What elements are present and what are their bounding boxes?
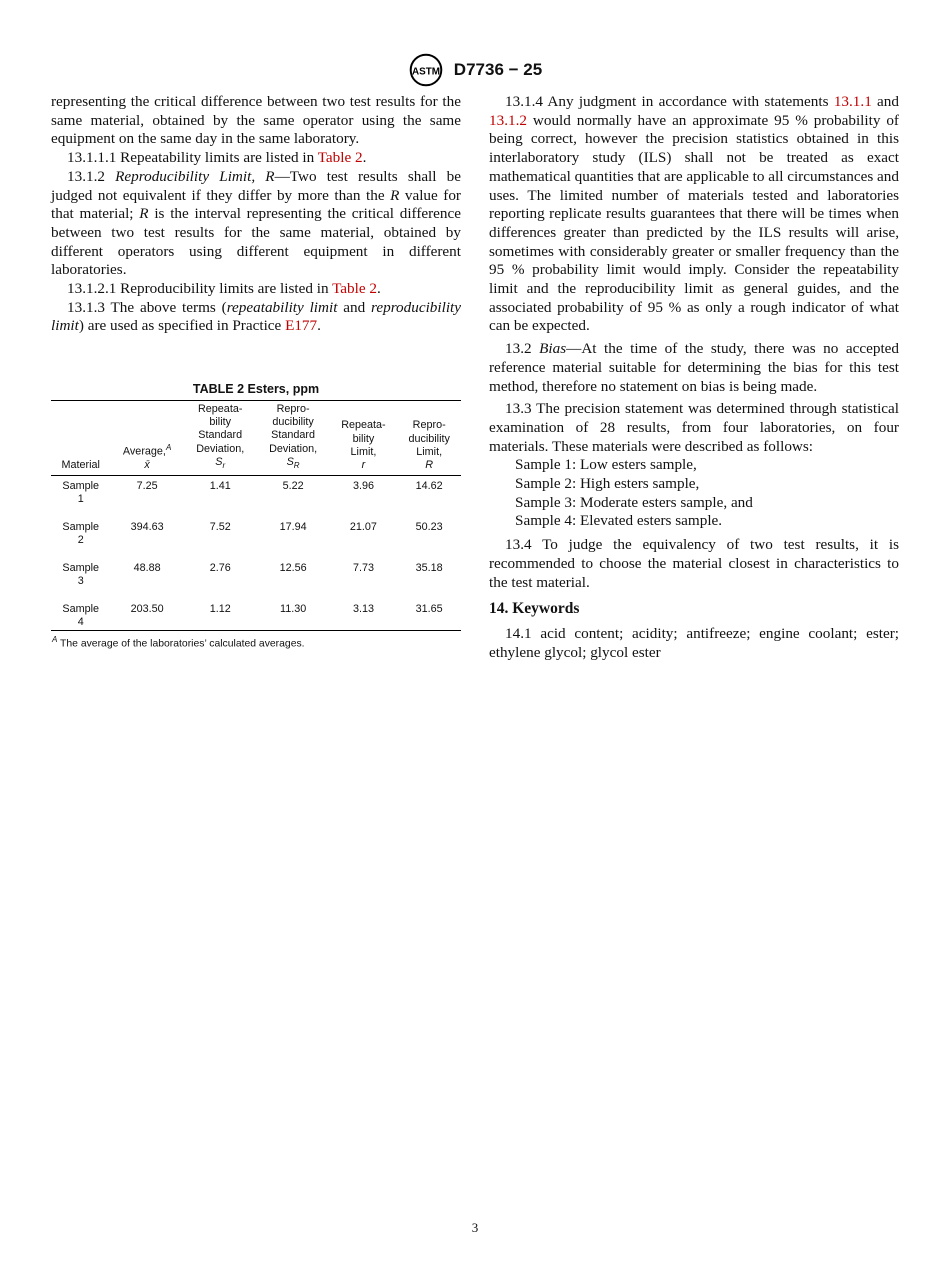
header-material: Material (61, 458, 100, 471)
cell-r: 21.07 (349, 521, 377, 534)
page-number: 3 (471, 1220, 479, 1235)
cell-sR: 5.22 (282, 480, 304, 493)
cell-material: Sample 3 (62, 562, 99, 588)
sample-item: Sample 3: Moderate esters sample, and (515, 493, 753, 511)
paragraph-13-2: 13.2 Bias—At the time of the study, there was no accepted reference material suitable for determining the bias for this test method, therefore no statement on bias is being made. (489, 340, 899, 395)
sample-item: Sample 2: High esters sample, (515, 475, 700, 493)
cell-r: 7.73 (352, 562, 374, 575)
cell-sR: 12.56 (279, 562, 307, 575)
table-2-link[interactable]: Table 2 (317, 149, 363, 167)
cell-material: Sample 2 (62, 521, 99, 547)
table-row (51, 558, 461, 599)
paragraph-13-1-2-1: 13.1.2.1 Reproducibility limits are listed in Table 2. (67, 280, 381, 298)
header-sr: Repeata- bility Standard Deviation, $S_r$ (196, 403, 245, 470)
cell-sr: 1.41 (209, 480, 231, 493)
cell-sr: 2.76 (209, 562, 231, 575)
document-id: D7736 − 25 (453, 60, 543, 79)
cell-r: 3.13 (352, 603, 374, 616)
paragraph-13-1-4: 13.1.4 Any judgment in accordance with statements 13.1.1 and 13.1.2 would normally have an approximate 95 % probability of being correct, however the precision statistics obtained in this interlaboratory study (ILS) shall not be treated as exact mathematical quantities that are applicable to all circumstances and uses. The limited number of materials tested and laboratories reporting replicate results guarantees that there will be times when differences greater than predicted by the ILS results will arise, sometimes with considerably greater or smaller frequency than the 95 % probability limit would imply. Consider the repeatability limit and the reproducibility limit as general guides, and the associated probability of 95 % as only a rough indicator of what can be expected. (489, 93, 899, 335)
paragraph-13-1-1-cont: representing the critical difference between two test results for the same material, obtained by the same operator using the same equipment on the same day in the same laboratory. (51, 93, 461, 148)
page-header (0, 52, 950, 88)
e177-link[interactable]: E177 (285, 317, 318, 335)
section-13-1-2-link[interactable]: 13.1.2 (489, 111, 527, 129)
esters-table (51, 400, 461, 631)
cell-R: 35.18 (415, 562, 443, 575)
cell-R: 14.62 (415, 480, 443, 493)
paragraph-13-3: 13.3 The precision statement was determined through statistical examination of 28 results, from four laboratories, on four materials. These materials were described as follows: (489, 400, 899, 455)
cell-r: 3.96 (352, 480, 374, 493)
paragraph-13-4: 13.4 To judge the equivalency of two test results, it is recommended to choose the material closest in characteristics to the test material. (489, 536, 899, 591)
sample-item: Sample 1: Low esters sample, (515, 456, 697, 474)
left-column (51, 93, 461, 336)
section-13-1-1-link[interactable]: 13.1.1 (833, 93, 872, 110)
astm-logo-text: ASTM (411, 66, 440, 78)
table-header-row (51, 401, 461, 476)
table-row (51, 599, 461, 630)
table-2 (51, 382, 461, 649)
header-R: Repro- ducibility Limit, R (408, 419, 450, 471)
cell-R: 31.65 (415, 603, 443, 616)
header-sR: Repro- ducibility Standard Deviation, $S_R$ (269, 403, 318, 470)
cell-average: 203.50 (130, 603, 164, 616)
cell-sr: 7.52 (209, 521, 231, 534)
cell-average: 48.88 (133, 562, 161, 575)
astm-logo-icon (408, 52, 444, 88)
keywords-text: 14.1 acid content; acidity; antifreeze; engine coolant; ester; ethylene glycol; glycol ester (489, 624, 899, 661)
keywords-heading: 14. Keywords (489, 600, 580, 618)
table-footnote: $^A$ The average of the laboratories’ calculated averages. (52, 634, 305, 650)
cell-material: Sample 1 (62, 480, 99, 506)
table-row (51, 517, 461, 558)
cell-R: 50.23 (415, 521, 443, 534)
cell-sR: 17.94 (279, 521, 307, 534)
sample-item: Sample 4: Elevated esters sample. (515, 512, 723, 530)
paragraph-13-1-2: 13.1.2 Reproducibility Limit, R—Two test results shall be judged not equivalent if they differ by more than the R value for that material; R is the interval representing the critical difference between two test results for the same material, obtained by different operators using different equipment in different laboratories. (51, 167, 462, 279)
cell-average: 7.25 (136, 480, 158, 493)
cell-sr: 1.12 (209, 603, 231, 616)
right-column (489, 93, 899, 662)
table-row (51, 476, 461, 518)
table-title: TABLE 2 Esters, ppm (192, 382, 320, 396)
cell-material: Sample 4 (62, 603, 99, 629)
paragraph-13-1-1-1: 13.1.1.1 Repeatability limits are listed in Table 2. (67, 149, 367, 167)
table-2-link[interactable]: Table 2 (332, 280, 377, 298)
header-r: Repeata- bility Limit, r (341, 419, 386, 471)
paragraph-13-1-3: 13.1.3 The above terms (repeatability limit and reproducibility limit) are used as specified in Practice E177. (51, 298, 461, 335)
header-average: Average,$^A$ x̄ (122, 443, 172, 471)
cell-sR: 11.30 (279, 603, 307, 616)
cell-average: 394.63 (130, 521, 164, 534)
